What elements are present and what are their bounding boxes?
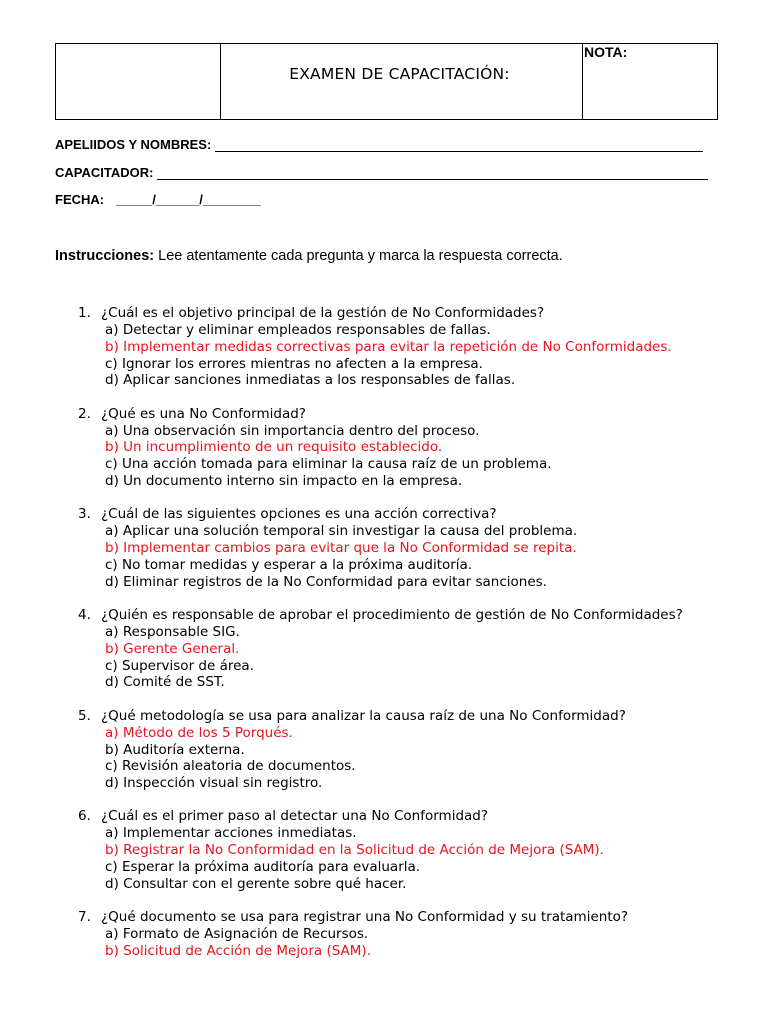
question-number: 6. xyxy=(78,808,91,825)
answer-option-correct[interactable]: b) Implementar cambios para evitar que la No Conformidad se repita. xyxy=(105,540,577,557)
date-field-blanks[interactable]: _____/______/________ xyxy=(116,192,261,207)
question-text: ¿Qué metodología se usa para analizar la causa raíz de una No Conformidad? xyxy=(101,707,626,724)
instructions xyxy=(55,248,563,264)
question-text: ¿Qué es una No Conformidad? xyxy=(101,405,306,422)
instructions-text: Lee atentamente cada pregunta y marca la respuesta correcta. xyxy=(154,248,563,264)
question-number: 7. xyxy=(78,909,91,926)
answer-option[interactable]: d) Consultar con el gerente sobre qué hacer. xyxy=(105,875,407,892)
question-number: 1. xyxy=(78,305,91,321)
question-text: ¿Quién es responsable de aprobar el procedimiento de gestión de No Conformidades? xyxy=(101,607,683,624)
trainer-field-blank[interactable] xyxy=(157,166,708,180)
question-heading xyxy=(0,406,768,423)
question-heading xyxy=(0,506,768,523)
question-heading xyxy=(0,708,768,725)
exam-header-table xyxy=(55,43,718,120)
date-field-label: FECHA: xyxy=(55,192,105,207)
answer-option[interactable]: a) Una observación sin importancia dentro del proceso. xyxy=(105,422,480,439)
question-heading xyxy=(0,607,768,624)
answer-option[interactable]: c) Ignorar los errores mientras no afecten a la empresa. xyxy=(105,355,483,372)
name-field[interactable] xyxy=(55,137,703,152)
answer-option[interactable]: a) Formato de Asignación de Recursos. xyxy=(105,926,369,943)
answer-option[interactable]: a) Implementar acciones inmediatas. xyxy=(105,825,357,842)
title-cell xyxy=(221,44,583,119)
answer-option-correct[interactable]: b) Registrar la No Conformidad en la Solicitud de Acción de Mejora (SAM). xyxy=(105,842,604,859)
question-number: 4. xyxy=(78,607,91,624)
answer-option-correct[interactable]: b) Solicitud de Acción de Mejora (SAM). xyxy=(105,942,371,959)
answer-option[interactable]: a) Responsable SIG. xyxy=(105,624,240,641)
exam-title: EXAMEN DE CAPACITACIÓN: xyxy=(289,64,510,83)
question-heading xyxy=(0,305,768,322)
question-item xyxy=(0,607,768,691)
answer-option[interactable]: c) Revisión aleatoria de documentos. xyxy=(105,758,356,775)
name-field-blank[interactable] xyxy=(215,138,703,152)
answer-option-correct[interactable]: b) Un incumplimiento de un requisito establecido. xyxy=(105,439,443,456)
grade-cell[interactable] xyxy=(583,44,717,119)
question-text: ¿Qué documento se usa para registrar una No Conformidad y su tratamiento? xyxy=(101,909,629,926)
answer-option[interactable]: a) Detectar y eliminar empleados responsables de fallas. xyxy=(105,322,491,338)
question-item xyxy=(0,406,768,490)
question-number: 2. xyxy=(78,405,91,422)
question-heading xyxy=(0,808,768,825)
question-number: 3. xyxy=(78,506,91,523)
question-number: 5. xyxy=(78,707,91,724)
answer-option[interactable]: d) Eliminar registros de la No Conformidad para evitar sanciones. xyxy=(105,573,547,590)
question-item xyxy=(0,305,768,389)
question-list xyxy=(0,305,768,976)
answer-option[interactable]: c) No tomar medidas y esperar a la próxima auditoría. xyxy=(105,556,473,573)
question-text: ¿Cuál es el objetivo principal de la gestión de No Conformidades? xyxy=(101,305,545,321)
question-text: ¿Cuál de las siguientes opciones es una acción correctiva? xyxy=(101,506,497,523)
logo-cell xyxy=(56,44,221,119)
trainer-field-label: CAPACITADOR: xyxy=(55,165,154,180)
trainer-field[interactable] xyxy=(55,165,708,180)
answer-option[interactable]: d) Comité de SST. xyxy=(105,674,225,691)
answer-option[interactable]: a) Aplicar una solución temporal sin investigar la causa del problema. xyxy=(105,523,578,540)
question-item xyxy=(0,909,768,960)
answer-option[interactable]: d) Aplicar sanciones inmediatas a los responsables de fallas. xyxy=(105,372,516,389)
question-heading xyxy=(0,909,768,926)
answer-option[interactable]: c) Esperar la próxima auditoría para evaluarla. xyxy=(105,859,421,876)
answer-option[interactable]: b) Auditoría externa. xyxy=(105,741,245,758)
question-text: ¿Cuál es el primer paso al detectar una No Conformidad? xyxy=(101,808,489,825)
name-field-label: APELIIDOS Y NOMBRES: xyxy=(55,137,212,152)
question-item xyxy=(0,506,768,590)
answer-option[interactable]: c) Una acción tomada para eliminar la causa raíz de un problema. xyxy=(105,456,552,473)
question-item xyxy=(0,808,768,892)
answer-option[interactable]: d) Inspección visual sin registro. xyxy=(105,775,323,792)
answer-option-correct[interactable]: a) Método de los 5 Porqués. xyxy=(105,724,293,741)
answer-option[interactable]: c) Supervisor de área. xyxy=(105,657,254,674)
instructions-label: Instrucciones: xyxy=(55,248,155,264)
answer-option-correct[interactable]: b) Implementar medidas correctivas para evitar la repetición de No Conformidades. xyxy=(105,338,672,355)
answer-option[interactable]: d) Un documento interno sin impacto en la empresa. xyxy=(105,473,463,490)
question-item xyxy=(0,708,768,792)
answer-option-correct[interactable]: b) Gerente General. xyxy=(105,640,240,657)
grade-label: NOTA: xyxy=(584,44,628,60)
date-field[interactable] xyxy=(55,192,261,207)
